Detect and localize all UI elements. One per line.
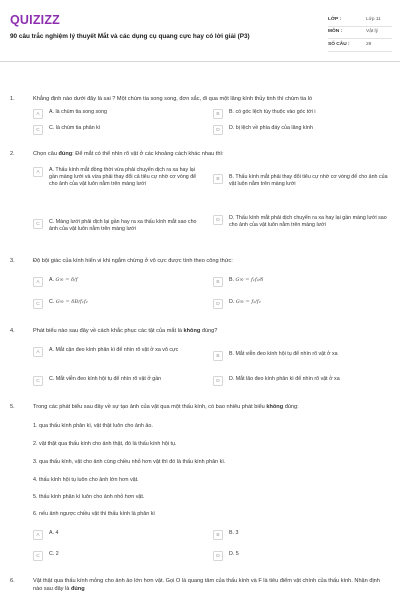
formula: G∞ = f₁f₂/δ	[235, 277, 264, 283]
option-c[interactable]	[33, 299, 203, 309]
question-number: 4.	[10, 328, 15, 334]
option-letter: D	[213, 215, 223, 225]
meta-value: Lớp 11	[366, 16, 381, 22]
question-text: Độ bội giác của kính hiển vi khi ngắm chừng ở vô cực được tính theo công thức:	[33, 258, 233, 264]
option-letter: D	[213, 125, 223, 135]
option-text: C. 2	[49, 551, 59, 557]
meta-row-subject	[328, 27, 392, 40]
option-text: B. G∞ = f₁f₂/δ	[229, 277, 264, 283]
option-text: D. G∞ = f₁/f₂	[229, 299, 261, 305]
option-text: C. Màng lưới phải dịch lại gần hay ra xa thấu kính mắt sao cho ảnh của vật luôn nằm trên màng lưới	[49, 219, 197, 233]
option-letter: B	[213, 109, 223, 119]
option-c[interactable]	[33, 125, 203, 135]
question-text: Vật thật qua thấu kính mỏng cho ảnh ảo lớn hơn vật. Gọi O là quang tâm của thấu kính và F là tiêu điểm vật chính của thấu kính. Nhận định nào sau đây là đúng	[33, 578, 380, 592]
option-a[interactable]	[33, 167, 198, 188]
option-b[interactable]	[213, 277, 388, 287]
meta-value: Vật lý	[366, 29, 378, 35]
question-number: 6.	[10, 578, 15, 584]
option-text: A. G∞ = δ/f	[49, 277, 78, 283]
option-text: C. G∞ = δĐ/f₁f₂	[49, 299, 88, 305]
meta-value: 29	[366, 41, 372, 47]
option-c[interactable]	[33, 219, 198, 233]
meta-row-count	[328, 39, 392, 52]
formula: G∞ = δ/f	[55, 277, 78, 283]
option-letter: D	[213, 376, 223, 386]
question-3	[10, 258, 394, 320]
option-a[interactable]	[33, 277, 203, 287]
statement-2: 2. vật thật qua thấu kính cho ảnh thật, đó là thấu kính hội tụ.	[33, 441, 177, 447]
option-text: B. có góc lệch tùy thuộc vào góc tới i	[229, 109, 316, 115]
option-letter: C	[33, 551, 43, 561]
option-d[interactable]	[213, 551, 383, 561]
statement-4: 4. thấu kính hội tụ luôn cho ảnh lớn hơn vật.	[33, 477, 139, 483]
meta-key: LỚP :	[328, 16, 342, 22]
option-text: C. Mắt viễn đeo kính hội tụ để nhìn rõ vật ở gần	[49, 376, 162, 382]
statement-1: 1. qua thấu kính phân kì, vật thật luôn cho ảnh ảo.	[33, 423, 153, 429]
option-a[interactable]	[33, 109, 203, 119]
option-letter: B	[213, 351, 223, 361]
document-title: 90 câu trắc nghiệm lý thuyết Mắt và các dụng cụ quang cực hay có lời giải (P3)	[10, 33, 250, 40]
option-text: B. Thấu kính mắt phải thay đổi tiêu cự nhờ cơ vòng để cho ảnh của vật luôn nằm trên màng lưới	[229, 174, 388, 188]
question-number: 3.	[10, 258, 15, 264]
question-text: Trong các phát biểu sau đây về sự tạo ảnh của vật qua một thấu kính, có bao nhiêu phát biểu không đúng:	[33, 404, 299, 410]
option-letter: A	[33, 167, 43, 177]
option-text: A. Thấu kính mắt đồng thời vừa phải chuyển dịch ra xa hay lại gần màng lưới và vừa phải thay đổi cả tiêu cự nhờ cơ vòng để cho ảnh của vật luôn nằm trên màng lưới	[49, 167, 197, 188]
option-c[interactable]	[33, 551, 203, 561]
option-b[interactable]	[213, 530, 383, 540]
option-a[interactable]	[33, 530, 203, 540]
question-text: Chọn câu đúng: Để mắt có thể nhìn rõ vật ở các khoảng cách khác nhau thì:	[33, 151, 224, 157]
option-c[interactable]	[33, 376, 203, 386]
option-d[interactable]	[213, 299, 388, 309]
option-b[interactable]	[213, 351, 391, 361]
option-text: B. Mắt viễn đeo kính hội tụ để nhìn rõ vật ở xa	[229, 351, 338, 357]
option-b[interactable]	[213, 174, 391, 188]
question-number: 2.	[10, 151, 15, 157]
option-b[interactable]	[213, 109, 388, 119]
page-header	[0, 0, 400, 62]
option-letter: A	[33, 530, 43, 540]
option-letter: B	[213, 174, 223, 184]
statement-6: 6. nếu ảnh ngược chiều vật thì thấu kính là phân kì	[33, 511, 155, 517]
formula: G∞ = δĐ/f₁f₂	[55, 299, 88, 305]
option-text: D. Mắt lão đeo kính phân kì để nhìn rõ vật ở xa	[229, 376, 340, 382]
option-text: D. 5	[229, 551, 239, 557]
statement-3: 3. qua thấu kính, vật cho ảnh cùng chiều nhỏ hơn vật thì đó là thấu kính phân kì.	[33, 459, 226, 465]
question-text: Khẳng định nào dưới đây là sai ? Một chùm tia song song, đơn sắc, đi qua một lăng kính thủy tinh thì chùm tia ló	[33, 96, 313, 102]
formula: G∞ = f₁/f₂	[235, 299, 261, 305]
option-d[interactable]	[213, 125, 388, 135]
question-4	[10, 328, 394, 390]
meta-key: MÔN :	[328, 29, 343, 35]
meta-row-class	[328, 14, 392, 27]
option-letter: C	[33, 376, 43, 386]
option-text: A. là chùm tia song song	[49, 109, 108, 115]
quizizz-logo: QUIZIZZ	[10, 13, 61, 27]
option-letter: A	[33, 277, 43, 287]
option-text: C. là chùm tia phân kì	[49, 125, 101, 131]
question-text: Phát biểu nào sau đây về cách khắc phục các tật của mắt là không đúng?	[33, 328, 218, 334]
meta-table	[328, 14, 392, 52]
option-text: B. 3	[229, 530, 239, 536]
option-letter: D	[213, 299, 223, 309]
option-text: D. Thấu kính mắt phải dịch chuyển ra xa hay lại gần màng lưới sao cho ảnh của vật luôn nằm trên màng lưới	[229, 215, 387, 229]
option-letter: A	[33, 347, 43, 357]
option-text: A. Mắt cận đeo kính phân kì để nhìn rõ vật ở xa vô cực	[49, 347, 179, 353]
statement-5: 5. thấu kính phân kì luôn cho ảnh nhỏ hơn vật.	[33, 494, 145, 500]
option-letter: C	[33, 219, 43, 229]
question-2	[10, 151, 394, 251]
question-number: 5.	[10, 404, 15, 410]
option-d[interactable]	[213, 215, 391, 229]
question-6	[10, 578, 394, 600]
option-letter: B	[213, 277, 223, 287]
option-text: D. bị lệch về phía đáy của lăng kính	[229, 125, 313, 131]
option-letter: B	[213, 530, 223, 540]
question-1	[10, 96, 394, 146]
option-letter: C	[33, 125, 43, 135]
option-d[interactable]	[213, 376, 391, 386]
option-letter: A	[33, 109, 43, 119]
option-a[interactable]	[33, 347, 198, 357]
option-letter: D	[213, 551, 223, 561]
option-letter: C	[33, 299, 43, 309]
meta-key: SỐ CÂU :	[328, 41, 350, 47]
option-text: A. 4	[49, 530, 59, 536]
question-number: 1.	[10, 96, 15, 102]
